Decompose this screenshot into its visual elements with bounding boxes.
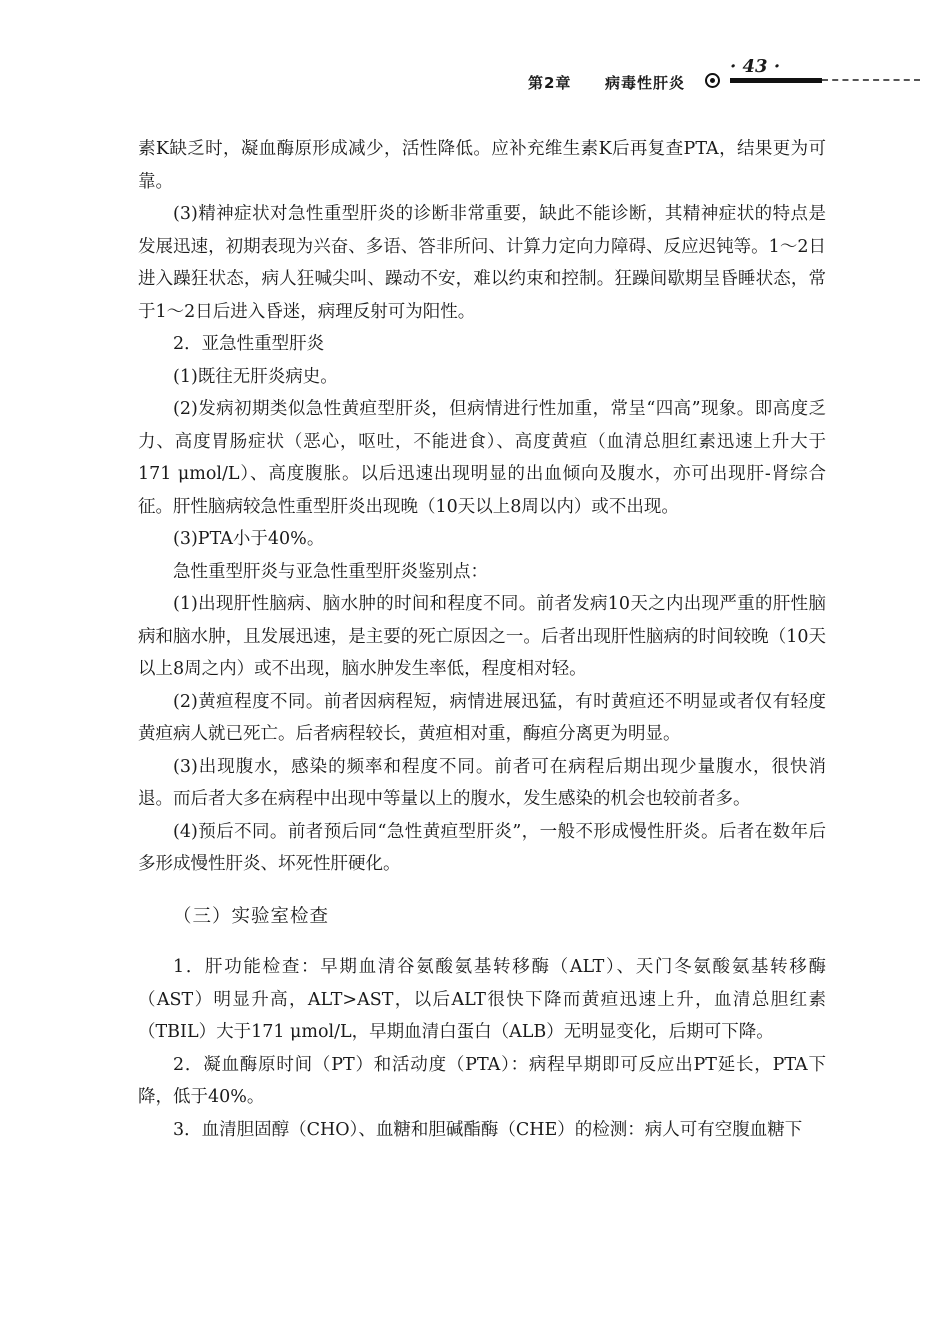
paragraph-continued: 素K缺乏时，凝血酶原形成减少，活性降低。应补充维生素K后再复查PTA，结果更为可靠。 — [138, 139, 826, 192]
paragraph-lab-2: 2．凝血酶原时间（PT）和活动度（PTA）：病程早期即可反应出PT延长，PTA下降，低于40%。 — [138, 1054, 826, 1107]
bullseye-ornament-icon — [705, 73, 720, 88]
paragraph-differential-1: (1)出现肝性脑病、脑水肿的时间和程度不同。前者发病10天之内出现严重的肝性脑病和脑水肿，且发展迅速，是主要的死亡原因之一。后者出现肝性脑病的时间较晚（10天以上8周之内）或不出现，脑水肿发生率低，程度相对轻。 — [138, 594, 826, 679]
paragraph-subacute-2: (2)发病初期类似急性黄疸型肝炎，但病情进行性加重，常呈“四高”现象。即高度乏力、高度胃肠症状（恶心，呕吐，不能进食）、高度黄疸（血清总胆红素迅速上升大于171 μmol/L）、高度腹胀。以后迅速出现明显的出血倾向及腹水，亦可出现肝-肾综合征。肝性脑病较急性重型肝炎出现晚（10天以上8周以内）或不出现。 — [138, 399, 826, 517]
chapter-title: 病毒性肝炎 — [605, 74, 686, 92]
body-text — [138, 133, 826, 1146]
running-header — [520, 56, 930, 100]
paragraph-differential-4: (4)预后不同。前者预后同“急性黄疸型肝炎”，一般不形成慢性肝炎。后者在数年后多形成慢性肝炎、坏死性肝硬化。 — [138, 821, 826, 874]
paragraph-differential-2: (2)黄疸程度不同。前者因病程短，病情进展迅猛，有时黄疸还不明显或者仅有轻度黄疸病人就已死亡。后者病程较长，黄疸相对重，酶疸分离更为明显。 — [138, 691, 826, 744]
paragraph-differential-3: (3)出现腹水，感染的频率和程度不同。前者可在病程后期出现少量腹水，很快消退。而后者大多在病程中出现中等量以上的腹水，发生感染的机会也较前者多。 — [138, 756, 826, 809]
paragraph-subacute-1: (1)既往无肝炎病史。 — [173, 366, 338, 387]
header-rule — [730, 78, 822, 83]
header-rule-dashed — [822, 79, 920, 81]
section-heading: （三）实验室检查 — [173, 905, 330, 927]
subheading-subacute: 2．亚急性重型肝炎 — [173, 334, 325, 354]
page-number: · 43 · — [730, 56, 781, 77]
chapter-label: 第2章 — [528, 74, 572, 92]
paragraph-differential-intro: 急性重型肝炎与亚急性重型肝炎鉴别点： — [173, 561, 488, 582]
paragraph-mental-symptoms: (3)精神症状对急性重型肝炎的诊断非常重要，缺此不能诊断，其精神症状的特点是发展迅速，初期表现为兴奋、多语、答非所问、计算力定向力障碍、反应迟钝等。1～2日进入躁狂状态，病人狂喊尖叫、躁动不安，难以约束和控制。狂躁间歇期呈昏睡状态，常于1～2日后进入昏迷，病理反射可为阳性。 — [138, 204, 826, 322]
paragraph-lab-1: 1．肝功能检查：早期血清谷氨酸氨基转移酶（ALT）、天门冬氨酸氨基转移酶（AST）明显升高，ALT>AST，以后ALT很快下降而黄疸迅速上升，血清总胆红素（TBIL）大于171 μmol/L，早期血清白蛋白（ALB）无明显变化，后期可下降。 — [138, 957, 826, 1042]
paragraph-lab-3: 3．血清胆固醇（CHO）、血糖和胆碱酯酶（CHE）的检测：病人可有空腹血糖下 — [173, 1119, 803, 1140]
paragraph-subacute-3: (3)PTA小于40%。 — [173, 529, 325, 549]
